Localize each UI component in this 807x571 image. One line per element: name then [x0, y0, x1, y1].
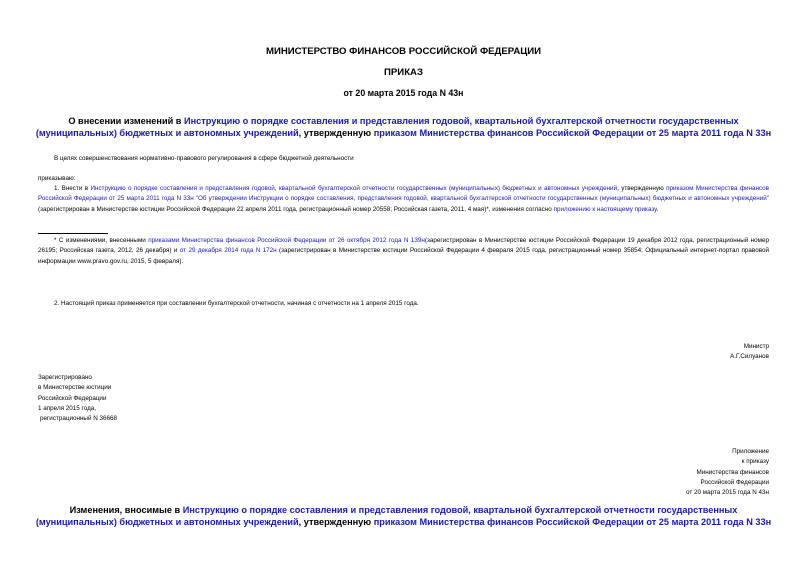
- doc-date-number: от 20 марта 2015 года N 43н: [343, 88, 464, 98]
- item1-instruction-link[interactable]: Инструкцию о порядке составления и представления годовой, квартальной бухгалтерской отчетности государственных (муниципальных) бюджетных и автономных учреждений: [90, 185, 618, 192]
- registration-block: Зарегистрировано в Министерстве юстиции Российской Федерации 1 апреля 2015 года, регистрационный N 36668: [38, 374, 118, 423]
- signature-name: А.Г.Силуанов: [730, 353, 769, 360]
- document-title: О внесении изменений в Инструкцию о порядке составления и представления годовой, квартальной бухгалтерской отчетности государственных (муниципальных) бюджетных и автономных учреждений, утвержденную приказом Министерства финансов Российской Федерации от 25 марта 2011 года N 33н: [35, 116, 772, 138]
- appendix-order-33n-link[interactable]: приказом Министерства финансов Российской Федерации от 25 марта 2011 года N 33н: [373, 516, 772, 527]
- preamble: В целях совершенствования нормативно-правового регулирования в сфере бюджетной деятельности: [54, 155, 354, 162]
- appendix-link[interactable]: приложению к настоящему приказу: [553, 205, 657, 213]
- appendix-title: Изменения, вносимые в Инструкцию о порядке составления и представления годовой, квартальной бухгалтерской отчетности государственных (муниципальных) бюджетных и автономных учреждений, утвержденную приказом Министерства финансов Российской Федерации от 25 марта 2011 года N 33н: [35, 505, 772, 527]
- doc-type-heading: ПРИКАЗ: [384, 67, 423, 78]
- signature-position: Министр: [743, 343, 769, 350]
- appendix-instruction-link[interactable]: Инструкцию о порядке составления и представления годовой, квартальной бухгалтерской отчетности государственных (муниципальных) бюджетных и автономных учреждений: [35, 505, 738, 527]
- item-2-paragraph: 2. Настоящий приказ применяется при составлении бухгалтерской отчетности, начиная с отчетности на 1 апреля 2015 года.: [54, 300, 419, 307]
- footnote: * С изменениями, внесенными приказами Министерства финансов Российской Федерации от 26 октября 2012 года N 139н(зарегистрирован в Министерстве юстиции Российской Федерации 19 декабря 2012 года, регистрационный номер 26195; Российская газета, 2012, 26 декабря) и от 29 декабря 2014 года N 172н (зарегистрирован в Министерстве юстиции Российской Федерации 4 февраля 2015 года, регистрационный номер 35854; Официальный интернет-портал правовой информации www.pravo.gov.ru, 2015, 5 февраля).: [38, 237, 769, 265]
- item1-order-link[interactable]: приказом Министерства финансов Российской Федерации от 25 марта 2011 года N 33н: [38, 185, 770, 203]
- footnote-order-172n-link[interactable]: от 29 декабря 2014 года N 172н: [179, 247, 277, 255]
- footnote-divider: [38, 233, 108, 234]
- item1-order-title-link[interactable]: "Об утверждении Инструкции о порядке составления, представления годовой, квартальной бухгалтерской отчетности государственных (муниципальных) бюджетных и автономных учреждений": [193, 195, 769, 203]
- footnote-orders-link[interactable]: приказами Министерства финансов Российской Федерации от 26 октября 2012 года N 139н: [148, 237, 425, 244]
- instruction-link[interactable]: Инструкцию о порядке составления и представления годовой, квартальной бухгалтерской отчетности государственных (муниципальных) бюджетных и автономных учреждений: [35, 116, 739, 138]
- order-word: приказываю:: [38, 175, 76, 182]
- item-1-paragraph: 1. Внести в Инструкцию о порядке составления и представления годовой, квартальной бухгалтерской отчетности государственных (муниципальных) бюджетных и автономных учреждений, утвержденную приказом Министерства финансов Российской Федерации от 25 марта 2011 года N 33н "Об утверждении Инструкции о порядке составления, представления годовой, квартальной бухгалтерской отчетности государственных (муниципальных) бюджетных и автономных учреждений" (зарегистрирован в Министерстве юстиции Российской Федерации 22 апреля 2011 года, регистрационный номер 20558; Российская газета, 2011, 4 мая)*, изменения согласно приложению к настоящему приказу.: [38, 185, 770, 213]
- appendix-block: Приложение к приказу Министерства финансов Российской Федерации от 20 марта 2015 года N 43н: [686, 448, 769, 497]
- order-33n-link[interactable]: приказом Министерства финансов Российской Федерации от 25 марта 2011 года N 33н: [373, 127, 772, 138]
- ministry-heading: МИНИСТЕРСТВО ФИНАНСОВ РОССИЙСКОЙ ФЕДЕРАЦИИ: [265, 46, 542, 57]
